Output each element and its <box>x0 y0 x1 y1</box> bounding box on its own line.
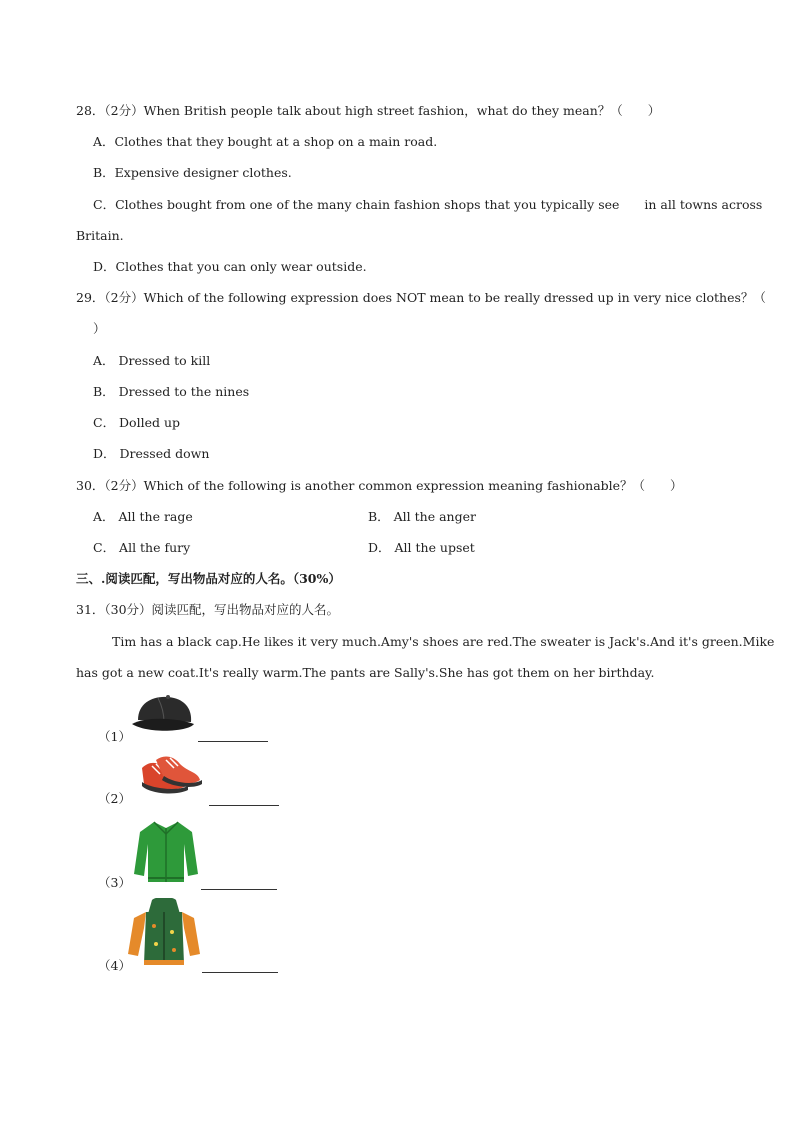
q30-stem: 30．（2分）Which of the following is another common expression meaning fashionable？（ ） <box>76 478 683 493</box>
q28-option-b: B．Expensive designer clothes. <box>93 165 292 180</box>
item-label-4: （4） <box>98 958 131 973</box>
q29-option-b: B． Dressed to the nines <box>93 384 250 399</box>
q28-option-d: D．Clothes that you can only wear outside. <box>93 259 367 274</box>
passage-line-2: has got a new coat.It's really warm.The pants are Sally's.She has got them on her birthday. <box>76 665 655 680</box>
q29-option-a: A． Dressed to kill <box>93 353 211 368</box>
answer-blank-3[interactable] <box>201 889 277 890</box>
shoes-icon <box>136 754 206 802</box>
cap-icon <box>128 690 198 738</box>
passage-line-1: Tim has a black cap.He likes it very much.Amy's shoes are red.The sweater is Jack's.And it's green.Mike <box>112 634 775 649</box>
answer-blank-4[interactable] <box>202 972 278 973</box>
item-label-2: （2） <box>98 791 131 806</box>
q31-stem: 31．（30分）阅读匹配，写出物品对应的人名。 <box>76 602 340 617</box>
q30-option-a: A． All the rage <box>93 509 193 524</box>
sweater-icon <box>132 818 200 886</box>
q30-option-d: D． All the upset <box>368 540 475 555</box>
item-label-1: （1） <box>98 729 131 744</box>
q29-option-c: C． Dolled up <box>93 415 181 430</box>
item-label-3: （3） <box>98 875 131 890</box>
q28-option-c-cont: Britain. <box>76 228 124 243</box>
q29-option-d: D． Dressed down <box>93 446 210 461</box>
q28-stem: 28．（2分）When British people talk about high street fashion，what do they mean？（ ） <box>76 103 661 118</box>
q28-option-c: C．Clothes bought from one of the many chain fashion shops that you typically see in all towns across <box>93 197 763 212</box>
q29-stem-cont: ） <box>93 321 106 336</box>
answer-blank-1[interactable] <box>198 741 268 742</box>
q28-option-a: A．Clothes that they bought at a shop on a main road. <box>93 134 438 149</box>
q30-option-c: C． All the fury <box>93 540 191 555</box>
q29-stem: 29．（2分）Which of the following expression does NOT mean to be really dressed up in very nice clothes？（ <box>76 290 766 305</box>
q30-option-b: B． All the anger <box>368 509 476 524</box>
answer-blank-2[interactable] <box>209 805 279 806</box>
section-heading: 三、.阅读匹配，写出物品对应的人名。（30%） <box>76 571 341 586</box>
coat-icon <box>126 898 202 970</box>
